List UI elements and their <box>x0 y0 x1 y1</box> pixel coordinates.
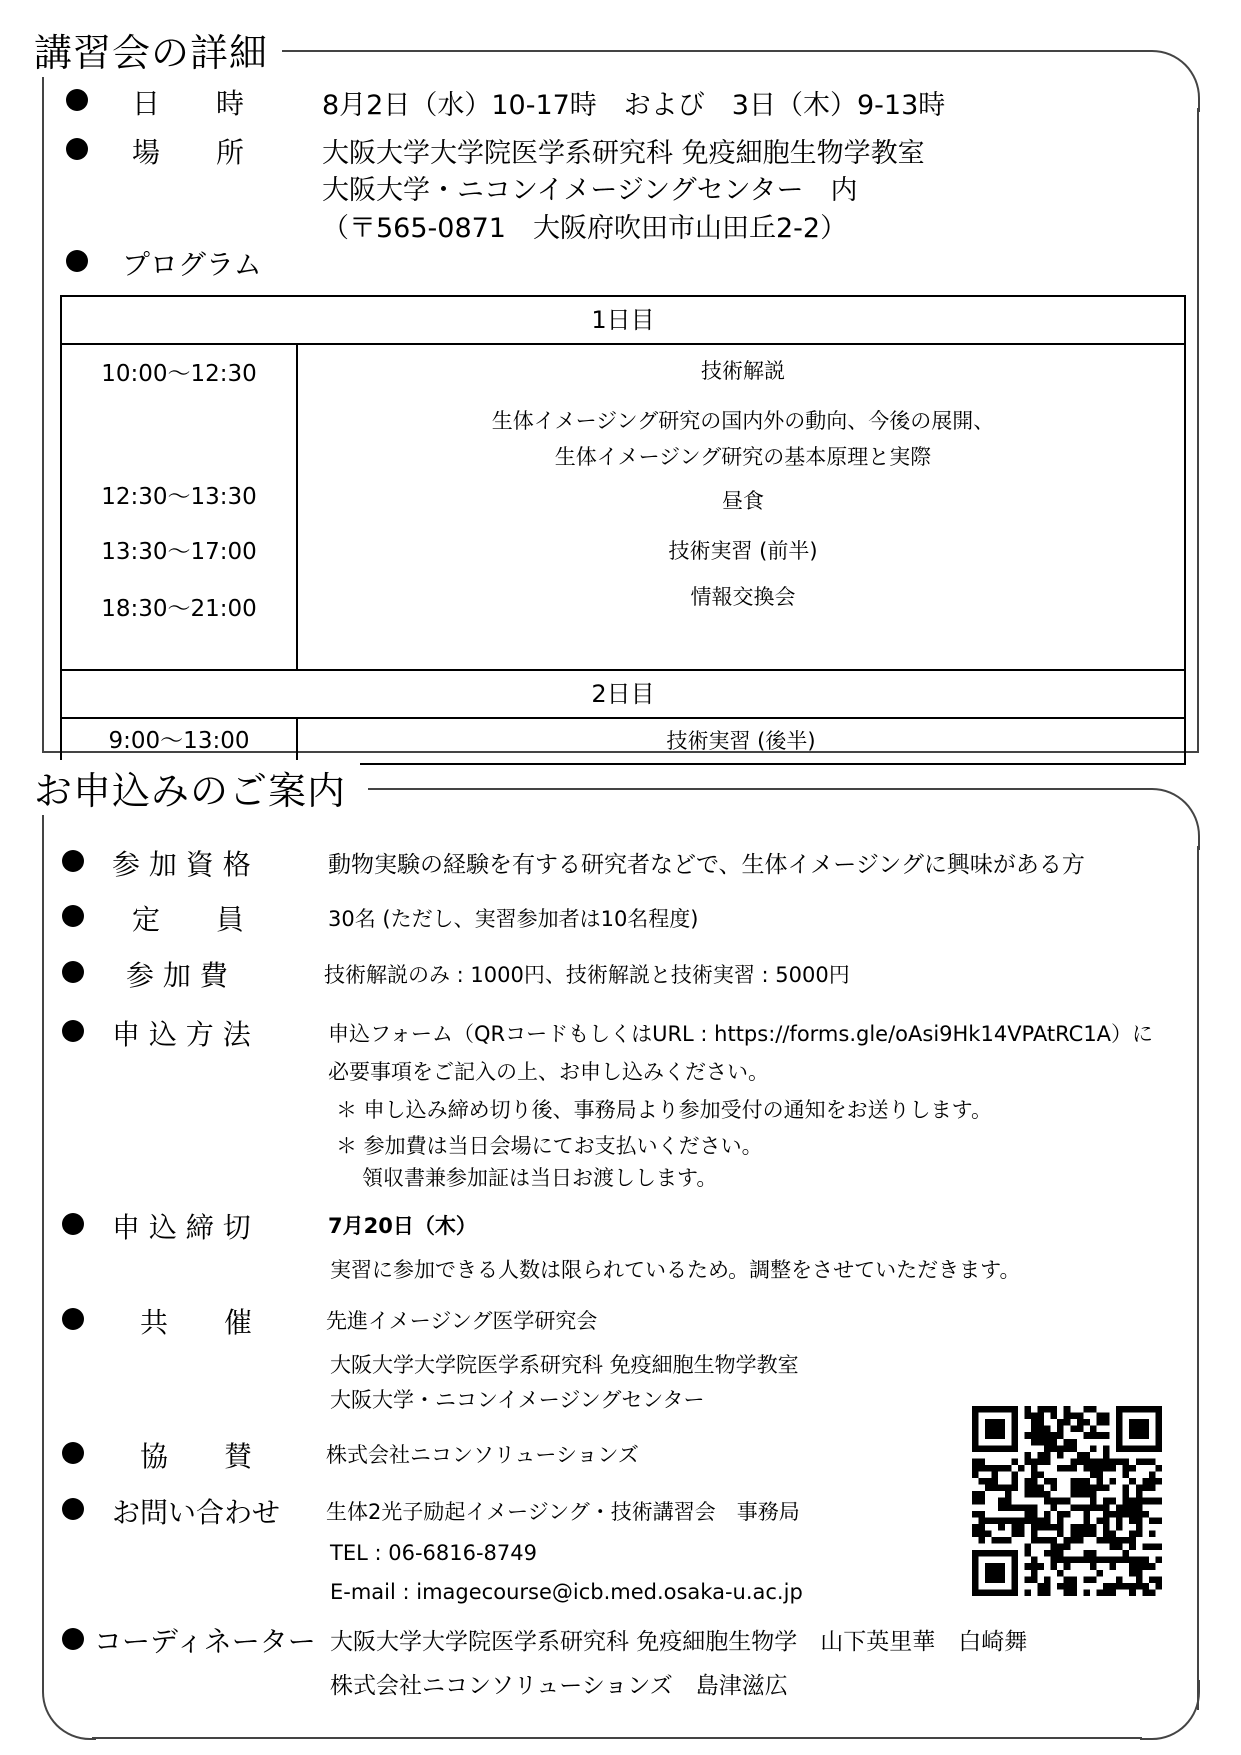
day1-time-4: 18:30～21:00 <box>101 596 257 622</box>
section2-title: お申込みのご案内 <box>34 760 360 815</box>
section2-frame-top <box>368 788 1140 790</box>
coordinator-line-2: 株式会社ニコンソリューションズ 島津滋広 <box>330 1673 788 1699</box>
coordinator-label: コーディネーター <box>94 1625 316 1658</box>
capacity-value: 30名 (ただし、実習参加者は10名程度) <box>328 907 699 931</box>
section2-frame-left <box>42 804 44 1682</box>
deadline-value: 7月20日（木） <box>328 1214 477 1238</box>
organizer-label: 共 催 <box>140 1306 253 1339</box>
bullet-icon <box>66 138 88 160</box>
section1-title: 講習会の詳細 <box>34 22 282 77</box>
section1-frame-top <box>280 50 1142 52</box>
place-line-3: （〒565-0871 大阪府吹田市山田丘2-2） <box>322 213 848 244</box>
bullet-icon <box>62 1442 84 1464</box>
method-line-1: 申込フォーム（QRコードもしくはURL : https://forms.gle/oAsi9Hk14VPAtRC1A）に <box>328 1022 1154 1046</box>
bullet-icon <box>66 89 88 111</box>
day1-item-lecture: 技術解説 <box>701 359 785 383</box>
eligibility-label: 参 加 資 格 <box>112 848 251 881</box>
method-note-2: ＊ 参加費は当日会場にてお支払いください。 <box>336 1134 763 1158</box>
capacity-label: 定 員 <box>132 903 245 936</box>
qr-code-icon[interactable] <box>972 1406 1162 1596</box>
date-value: 8月2日（水）10-17時 および 3日（木）9-13時 <box>322 90 946 121</box>
fee-value: 技術解説のみ : 1000円、技術解説と技術実習 : 5000円 <box>324 963 850 987</box>
method-label: 申 込 方 法 <box>112 1018 251 1051</box>
contact-tel: TEL : 06-6816-8749 <box>330 1541 537 1565</box>
deadline-label: 申 込 締 切 <box>112 1211 251 1244</box>
section1-frame-corner <box>1140 50 1200 112</box>
bullet-icon <box>66 250 88 272</box>
method-note-3: 領収書兼参加証は当日お渡しします。 <box>362 1166 718 1190</box>
bullet-icon <box>62 1213 84 1235</box>
day2-header: 2日目 <box>61 670 1185 718</box>
program-label: プログラム <box>122 248 262 281</box>
day1-activity-column <box>297 344 1185 670</box>
bullet-icon <box>62 1498 84 1520</box>
place-line-1: 大阪大学大学院医学系研究科 免疫細胞生物学教室 <box>322 138 925 169</box>
bullet-icon <box>62 1020 84 1042</box>
place-line-2: 大阪大学・ニコンイメージングセンター 内 <box>322 175 858 206</box>
sponsor-label: 協 賛 <box>140 1440 253 1473</box>
bullet-icon <box>62 961 84 983</box>
day1-item-networking: 情報交換会 <box>690 585 796 609</box>
bullet-icon <box>62 905 84 927</box>
deadline-note: 実習に参加できる人数は限られているため。調整をさせていただきます。 <box>330 1258 1021 1282</box>
day1-item-principles: 生体イメージング研究の基本原理と実際 <box>554 445 932 469</box>
section2-frame-corner-br <box>1140 1680 1200 1740</box>
day1-time-column <box>61 344 297 670</box>
organizer-line-3: 大阪大学・ニコンイメージングセンター <box>330 1388 705 1412</box>
section2-frame-right <box>1197 846 1199 1710</box>
section1-frame-right <box>1197 108 1199 752</box>
organizer-line-2: 大阪大学大学院医学系研究科 免疫細胞生物学教室 <box>330 1353 799 1377</box>
fee-label: 参 加 費 <box>126 959 228 992</box>
day2-time: 9:00～13:00 <box>61 718 297 764</box>
place-label: 場 所 <box>132 136 245 169</box>
day2-item: 技術実習 (後半) <box>297 718 1185 764</box>
organizer-line-1: 先進イメージング医学研究会 <box>326 1309 598 1333</box>
day1-item-practice1: 技術実習 (前半) <box>668 539 818 563</box>
day1-header: 1日目 <box>61 296 1185 344</box>
section2-frame-bottom <box>92 1737 1142 1739</box>
day1-item-trends: 生体イメージング研究の国内外の動向、今後の展開、 <box>491 409 995 433</box>
day1-time-2: 12:30～13:30 <box>101 484 257 510</box>
coordinator-line-1: 大阪大学大学院医学系研究科 免疫細胞生物学 山下英里華 白崎舞 <box>330 1629 1028 1655</box>
method-line-2: 必要事項をご記入の上、お申し込みください。 <box>328 1060 769 1084</box>
day1-time-1: 10:00～12:30 <box>101 361 257 387</box>
day1-item-lunch: 昼食 <box>722 489 764 513</box>
program-table <box>60 295 1186 765</box>
contact-office: 生体2光子励起イメージング・技術講習会 事務局 <box>326 1500 800 1524</box>
day1-time-3: 13:30～17:00 <box>101 539 257 565</box>
sponsor-value: 株式会社ニコンソリューションズ <box>326 1443 639 1467</box>
method-note-1: ＊ 申し込み締め切り後、事務局より参加受付の通知をお送りします。 <box>336 1098 992 1122</box>
section2-frame-corner-tr <box>1140 788 1200 850</box>
bullet-icon <box>62 850 84 872</box>
section1-frame-left <box>42 66 44 752</box>
section2-frame-corner-bl <box>42 1680 96 1740</box>
bullet-icon <box>62 1628 84 1650</box>
contact-label: お問い合わせ <box>112 1496 281 1529</box>
date-label: 日 時 <box>132 87 245 120</box>
bullet-icon <box>62 1308 84 1330</box>
eligibility-value: 動物実験の経験を有する研究者などで、生体イメージングに興味がある方 <box>328 852 1085 878</box>
contact-email[interactable]: E-mail : imagecourse@icb.med.osaka-u.ac.jp <box>330 1580 803 1604</box>
